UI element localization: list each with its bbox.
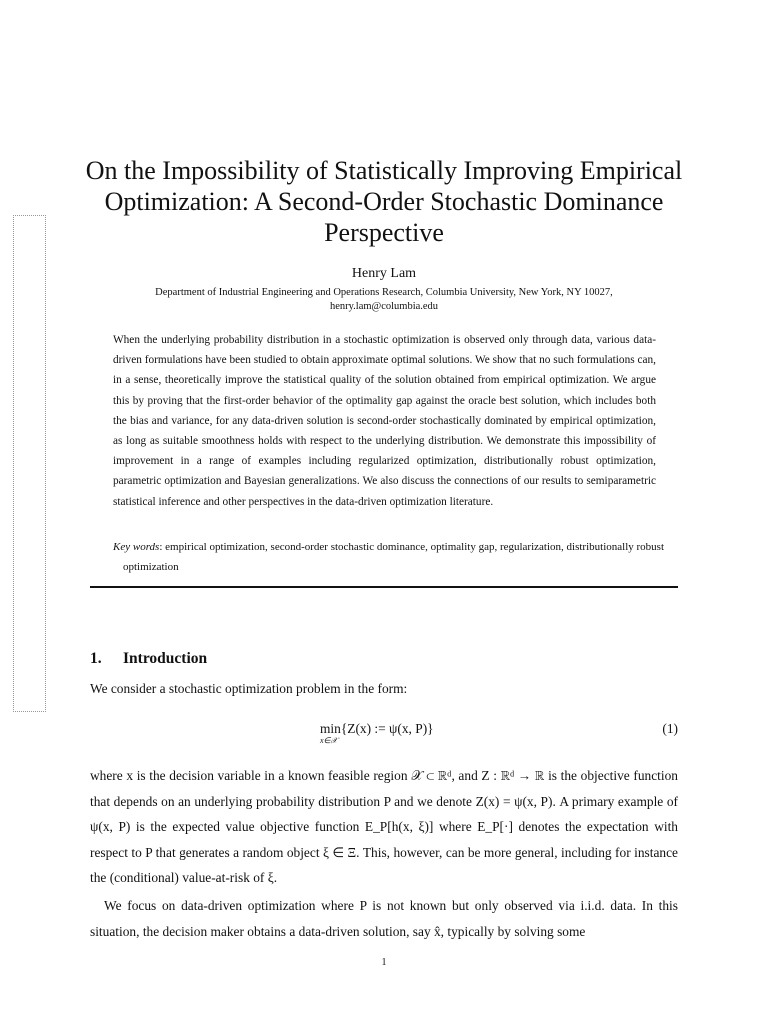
section-heading xyxy=(90,650,207,668)
equation-subscript: x∈𝒳 xyxy=(320,736,338,745)
keywords-label: Key words xyxy=(113,541,160,553)
abstract-divider xyxy=(90,586,678,588)
equation-number: (1) xyxy=(662,721,678,736)
equation-formula: min{Z(x) := ψ(x, P)} xyxy=(320,721,434,736)
intro-paragraph-2: where x is the decision variable in a known feasible region 𝒳 ⊂ ℝᵈ, and Z : ℝᵈ → ℝ is the objective function that depends on an underlying probability distribution P and we denote Z(x) = ψ(x, P). A primary example of ψ(x, P) is the expected value objective function E_P[h(x, ξ)] where E_P[·] denotes the expectation with respect to P that generates a random object ξ ∈ Ξ. This, however, can be more general, including for instance the (conditional) value-at-risk of ξ. xyxy=(90,768,678,886)
keywords: Key words: empirical optimization, second-order stochastic dominance, optimality gap, regularization, distributionally robust optimization xyxy=(113,541,664,573)
intro-paragraph-1: We consider a stochastic optimization problem in the form: xyxy=(90,681,408,696)
paper-title: On the Impossibility of Statistically Improving Empirical Optimization: A Second-Order Stochastic Dominance Perspective xyxy=(85,156,683,247)
section-title: Introduction xyxy=(123,650,208,667)
affiliation-text: Department of Industrial Engineering and Operations Research, Columbia University, New York, NY 10027, xyxy=(155,287,613,298)
intro-paragraph-3: We focus on data-driven optimization where P is not known but only observed via i.i.d. data. In this situation, the decision maker obtains a data-driven solution, say x̂, typically by solving some xyxy=(90,898,678,939)
equation-1 xyxy=(90,718,678,748)
author-affiliation xyxy=(0,286,768,314)
author-email: henry.lam@columbia.edu xyxy=(329,301,439,312)
page-number: 1 xyxy=(381,957,387,968)
section-number: 1. xyxy=(90,650,102,667)
abstract: When the underlying probability distribution in a stochastic optimization is observed only through data, various data-driven formulations have been studied to obtain approximate optimal solutions. We show that no such formulations can, in a sense, theoretically improve the statistical quality of the solution obtained from empirical optimization. We argue this by proving that the first-order behavior of the optimality gap against the oracle best solution, which includes both the bias and variance, for any data-driven solution is second-order stochastically dominated by empirical optimization, as long as suitable smoothness holds with respect to the underlying distribution. We demonstrate this impossibility of improvement in a range of examples including regularized optimization, distributionally robust optimization, parametric optimization and Bayesian generalizations. We also discuss the connections of our results to semiparametric statistical inference and other perspectives in the data-driven optimization literature. xyxy=(113,334,656,508)
keywords-list: empirical optimization, second-order stochastic dominance, optimality gap, regularization, distributionally robust optimization xyxy=(123,541,664,573)
author-name: Henry Lam xyxy=(351,266,417,281)
